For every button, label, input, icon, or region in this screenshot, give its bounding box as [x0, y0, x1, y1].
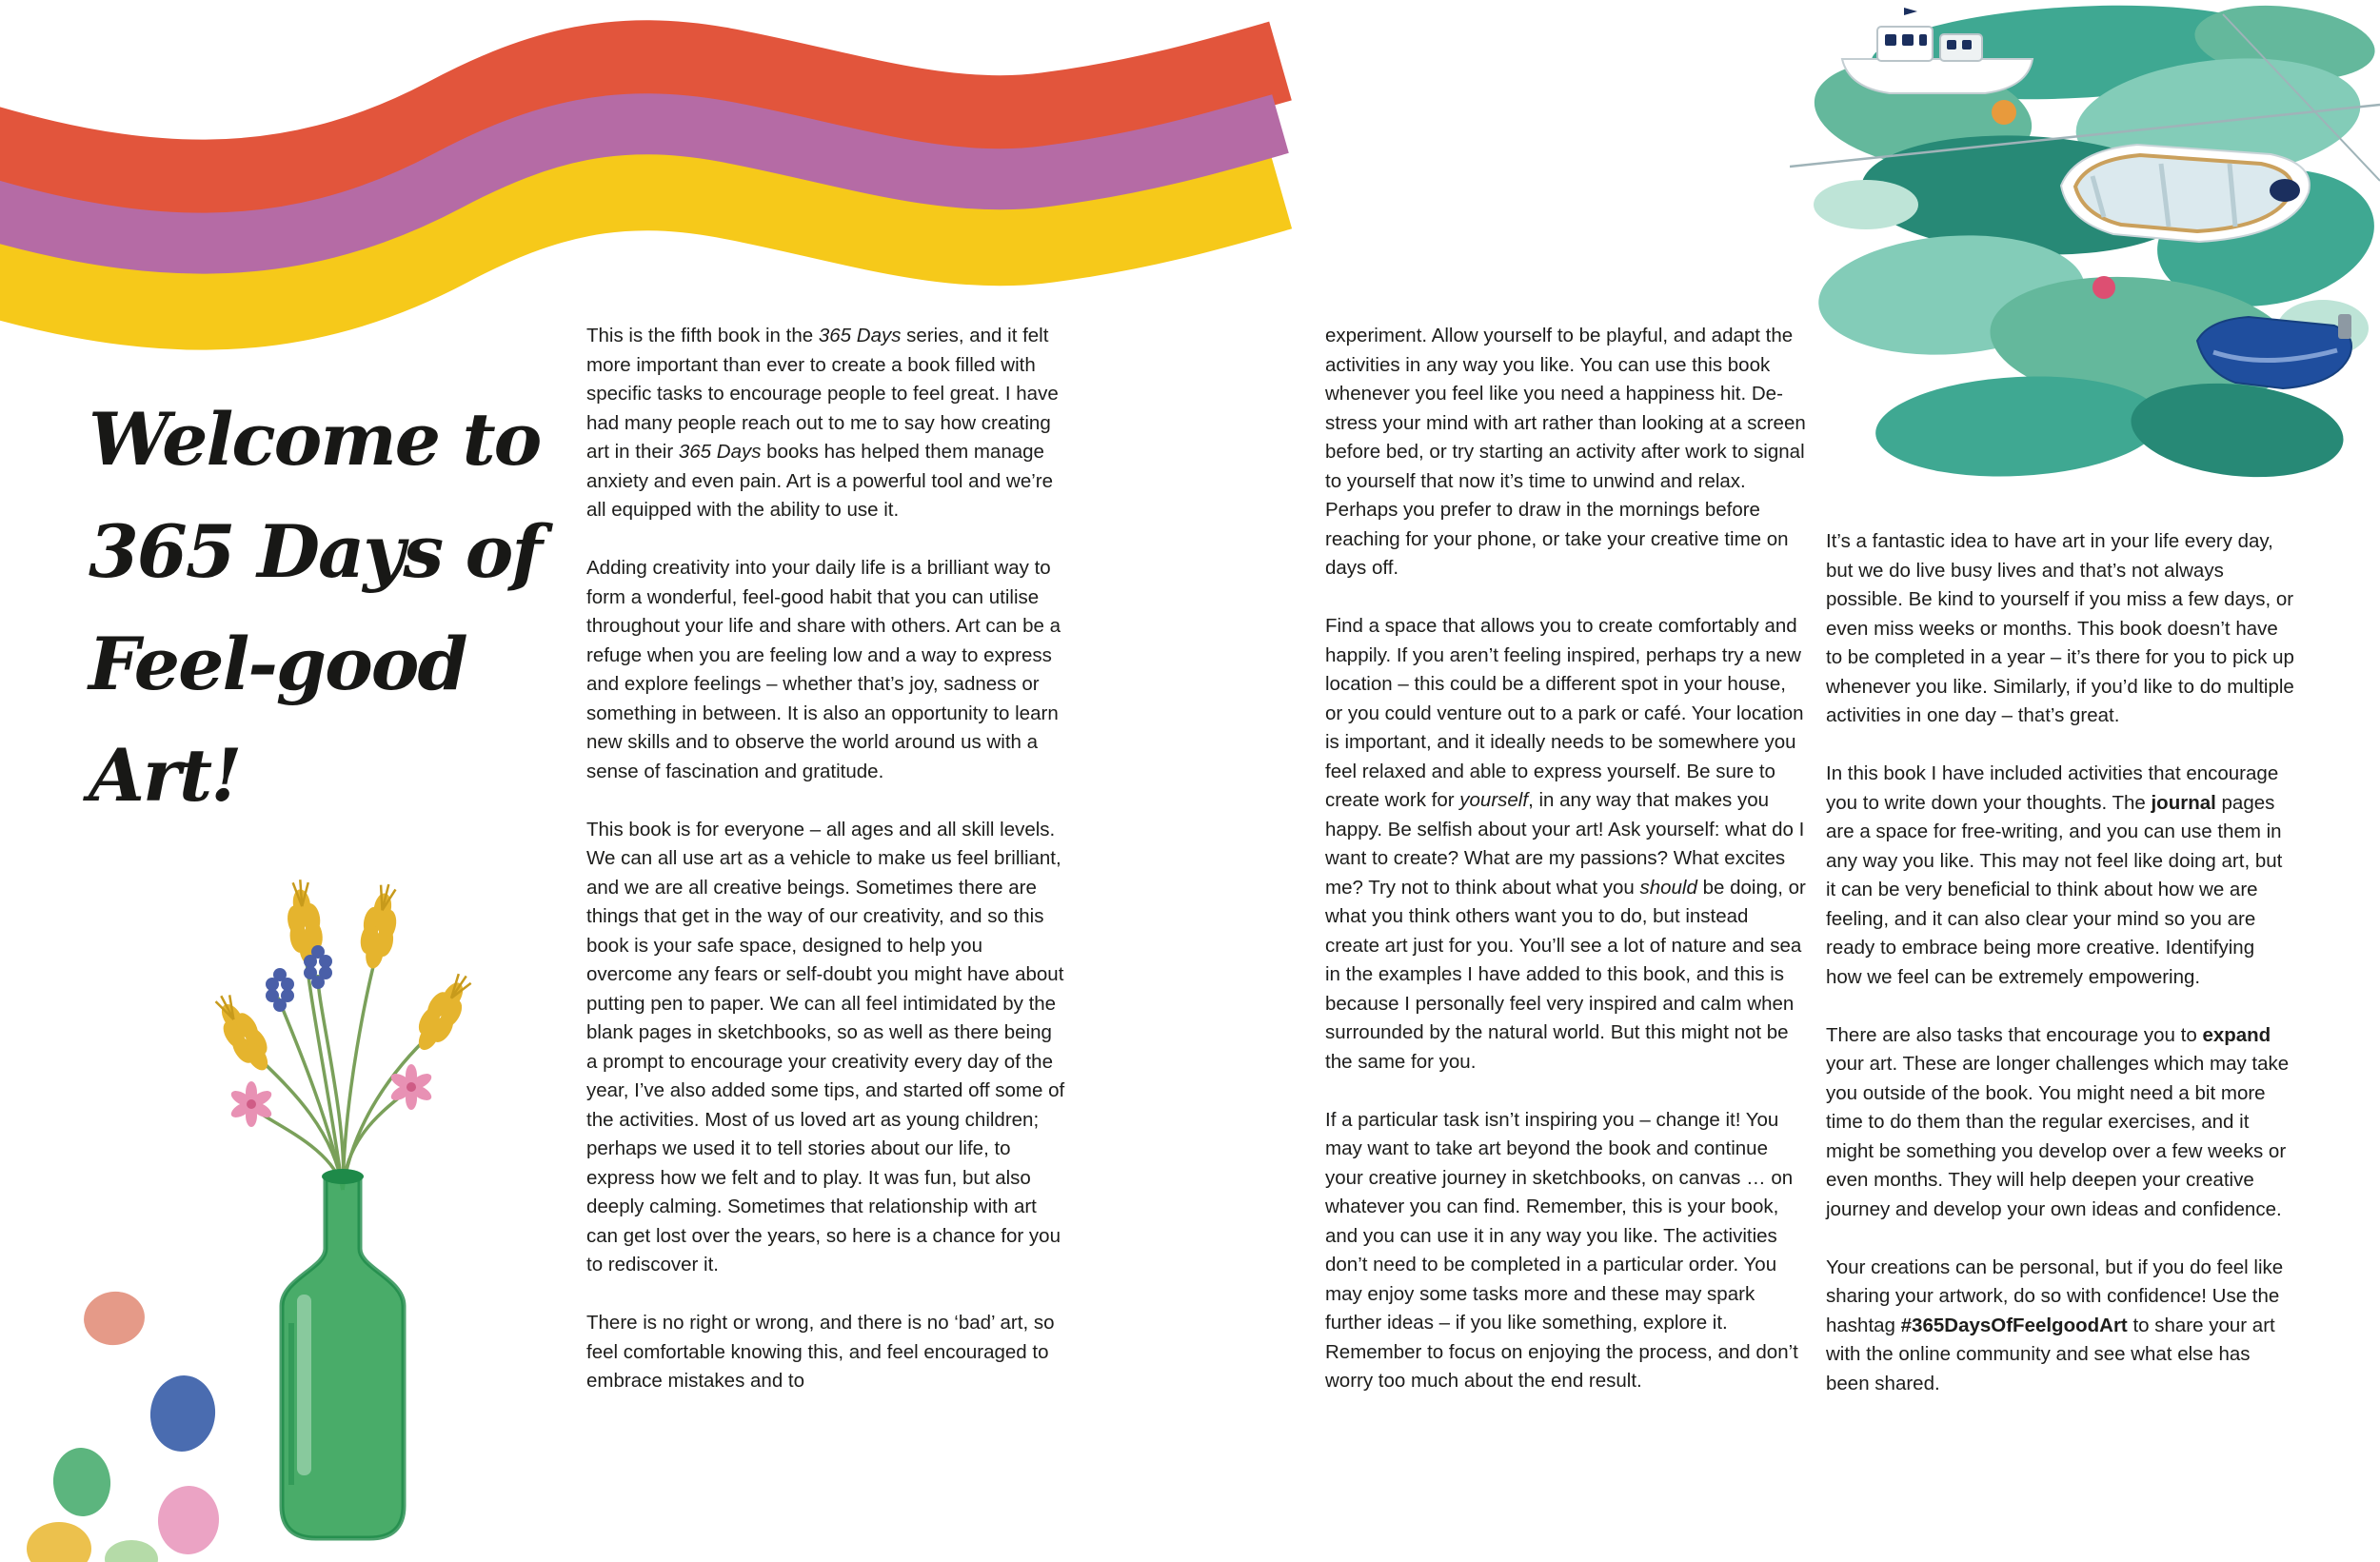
paragraph: This is the fifth book in the 365 Days series, and it felt more important than ever to create a book filled with specific tasks to encourage people to feel great. I have had many people reach out to me to say how creating art in their 365 Days books has helped them manage anxiety and even pain. Art is a powerful tool and we’re all equipped with the ability to use it.: [586, 325, 1059, 521]
title-line: 365 Days of: [89, 508, 542, 594]
paint-dot: [147, 1373, 219, 1455]
pink-buoy: [2092, 276, 2115, 299]
paragraph: It’s a fantastic idea to have art in your life every day, but we do live busy lives and that’s not always possible. Be kind to yourself if you miss a few days, or even miss weeks or months. This book doesn’t have to be completed in a year – it’s there for you to pick up whenever you like. Similarly, if you’d like to do multiple activities in one day – that’s great.: [1826, 530, 2294, 726]
right-page-text-column-left: [1325, 322, 1806, 1396]
paragraph: This book is for everyone – all ages and all skill levels. We can all use art as a vehicle to make us feel brilliant, and we are all creative beings. Sometimes there are things that get in the way of our creativity, and so this book is your safe space, designed to help you overcome any fears or self-doubt you might have about putting pen to paper. We can all feel intimidated by the blank pages in sketchbooks, so as well as there being a prompt to encourage your creativity every day of the year, I’ve also added some tips, and started off some of the activities. Most of us loved art as young children; perhaps we used it to tell stories about our life, to express how we felt and to play. It was fun, but also deeply calming. Sometimes that relationship with art can get lost over the years, so here is a chance for you to rediscover it.: [586, 818, 1065, 1275]
title-line: Feel-good: [89, 621, 466, 706]
page-title: [89, 384, 622, 832]
paint-dot: [156, 1484, 222, 1556]
orange-buoy: [1992, 100, 2016, 125]
paint-dots-illustration: [10, 1271, 295, 1562]
paragraph: Your creations can be personal, but if you do feel like sharing your artwork, do so with confidence! Use the hashtag #365DaysOfFeelgoodArt to share your art with the online community and see what else has been shared.: [1826, 1256, 2284, 1394]
paragraph: In this book I have included activities that encourage you to write down your thoughts. The journal pages are a space for free-writing, and you can use them in any way you like. This may not feel like doing art, but it can be very beneficial to think about how we are feeling, and it can also clear your mind so you are ready to embrace being more creative. Identifying how we feel can be extremely empowering.: [1826, 762, 2283, 988]
rowboat: [2061, 145, 2310, 242]
wheat-flowers: [206, 878, 476, 1078]
title-line: Welcome to: [89, 396, 541, 482]
paragraph: There is no right or wrong, and there is no ‘bad’ art, so feel comfortable knowing this, and feel encouraged to embrace mistakes and to: [586, 1312, 1055, 1392]
paint-dot: [80, 1288, 148, 1349]
paint-dot: [27, 1522, 91, 1562]
title-line: Art!: [89, 733, 241, 819]
right-page-text-column-right: [1826, 527, 2294, 1398]
paragraph: If a particular task isn’t inspiring you – change it! You may want to take art beyond the book and continue your creative journey in sketchbooks, on canvas … on whatever you can find. Remember, this is your book, and you can use it in any way you like. The activities don’t need to be completed in a particular order. You may enjoy some tasks more and these may spark further ideas – if you like something, explore it. Remember to focus on enjoying the process, and don’t worry too much about the end result.: [1325, 1108, 1798, 1392]
left-page-text-column: [586, 322, 1067, 1396]
paragraph: Adding creativity into your daily life is a brilliant way to form a wonderful, feel-good habit that you can utilise throughout your life and share with others. Art can be a refuge when you are feeling low and a way to express and explore feelings – whether that’s joy, sadness or something in between. It is also an opportunity to learn new skills and to observe the world around us with a sense of fascination and gratitude.: [586, 557, 1061, 782]
paint-dot: [50, 1446, 113, 1519]
paragraph: There are also tasks that encourage you to expand your art. These are longer challenges which may take you outside of the book. You might need a bit more time to do them than the regular exercises, and it might be something you develop over a few weeks or even months. They will help deepen your creative journey and develop your own ideas and confidence.: [1826, 1023, 2290, 1220]
green-bottle: [282, 1169, 404, 1538]
paint-dot: [105, 1540, 158, 1562]
boats-watercolor-illustration: [1790, 0, 2380, 533]
paragraph: experiment. Allow yourself to be playful, and adapt the activities in any way you like. You can use this book whenever you feel like you need a happiness hit. De-stress your mind with art rather than looking at a screen before bed, or try starting an activity after work to signal to yourself that now it’s time to unwind and relax. Perhaps you prefer to draw in the mornings before reaching for your phone, or take your creative time on days off.: [1325, 325, 1806, 579]
paragraph: Find a space that allows you to create comfortably and happily. If you aren’t feeling inspired, perhaps try a new location – this could be a different spot in your house, or you could venture out to a park or café. Your location is important, and it ideally needs to be somewhere you feel relaxed and able to express yourself. Be sure to create work for yourself, in any way that makes you happy. Be selfish about your art! Ask yourself: what do I want to create? What are my passions? What excites me? Try not to think about what you should be doing, or what you think others want you to do, but instead create art just for you. You’ll see a lot of nature and sea in the examples I have added to this book, and this is because I personally feel very inspired and calm when surrounded by the natural world. But this might not be the same for you.: [1325, 615, 1806, 1073]
